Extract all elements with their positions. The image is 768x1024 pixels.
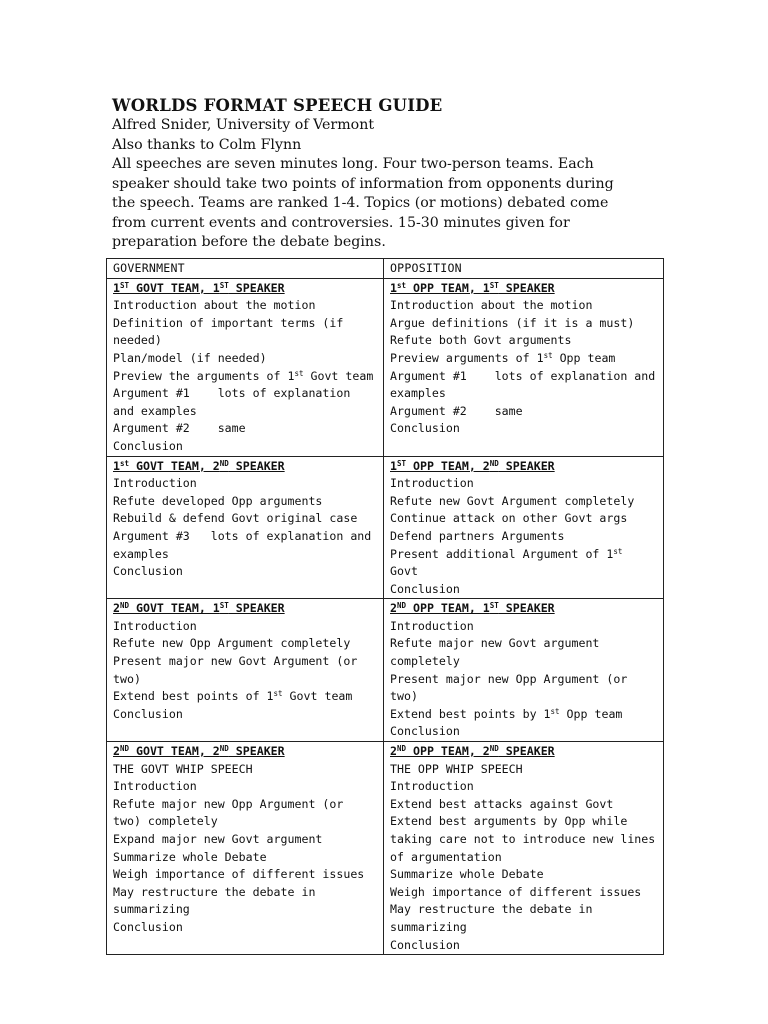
heading-ordinal: ST <box>219 601 229 611</box>
speech-point-text: Refute new Opp Argument completely <box>113 636 351 651</box>
opposition-speaker-heading <box>390 458 657 476</box>
heading-part: OPP TEAM, 2 <box>406 458 490 473</box>
heading-part: SPEAKER <box>498 458 555 473</box>
speech-point-text: Rebuild & defend Govt original case <box>113 511 358 526</box>
heading-part: GOVT TEAM, 1 <box>129 280 220 295</box>
government-speaker-heading <box>113 600 377 618</box>
speech-point <box>113 706 377 724</box>
speech-point-text: Refute new Govt Argument completely <box>390 493 635 508</box>
speech-point-text: Argument #1 lots of explanation and examples <box>113 386 358 418</box>
speech-point-text: Govt <box>390 546 630 579</box>
speech-point <box>390 315 657 333</box>
author-line: Alfred Snider, University of Vermont <box>112 117 375 133</box>
speech-point-text: Conclusion <box>390 724 460 739</box>
heading-ordinal: ND <box>396 601 407 611</box>
speech-point <box>390 866 657 884</box>
speech-point-text: Extend best points by 1 <box>390 706 551 721</box>
speech-point-text: Conclusion <box>113 438 183 453</box>
heading-ordinal: ND <box>489 744 499 754</box>
heading-part: 1 <box>113 458 120 473</box>
government-cell <box>107 456 384 599</box>
document-title: WORLDS FORMAT SPEECH GUIDE <box>112 96 443 115</box>
opposition-speaker-heading <box>390 280 657 298</box>
speech-point-text: Refute developed Opp arguments <box>113 493 323 508</box>
heading-ordinal: ND <box>489 458 499 468</box>
speech-point-text: Plan/model (if needed) <box>113 350 267 365</box>
speech-point <box>390 671 657 706</box>
speech-point-text: Introduction <box>113 476 197 491</box>
heading-part: SPEAKER <box>228 280 285 295</box>
table-row <box>107 742 664 955</box>
heading-part: 2 <box>390 601 397 616</box>
speech-point <box>113 438 377 456</box>
speech-point <box>113 350 377 368</box>
opposition-cell <box>384 278 664 456</box>
speech-point-text: Present major new Opp Argument (or two) <box>390 671 635 704</box>
speech-point-text: Govt team <box>282 689 353 704</box>
speech-point <box>390 618 657 636</box>
speech-point <box>113 510 377 528</box>
speech-point <box>390 475 657 493</box>
heading-part: SPEAKER <box>228 744 285 759</box>
speech-point-text: Definition of important terms (if needed) <box>113 315 351 348</box>
table-header-row <box>107 259 664 279</box>
table-row <box>107 278 664 456</box>
speech-point-text: Govt team <box>303 368 374 383</box>
heading-ordinal: st <box>119 458 130 468</box>
heading-part: 1 <box>390 458 397 473</box>
heading-ordinal: ST <box>219 280 229 290</box>
speech-point <box>113 297 377 315</box>
heading-ordinal: ST <box>396 458 407 468</box>
heading-part: 2 <box>113 744 120 759</box>
heading-part: SPEAKER <box>498 744 555 759</box>
speech-guide-table <box>106 258 664 955</box>
speech-point <box>113 635 377 653</box>
speech-point <box>113 528 377 563</box>
speech-point <box>390 420 657 438</box>
speech-point-text: Conclusion <box>390 581 460 596</box>
speech-point <box>390 493 657 511</box>
speech-point <box>390 581 657 599</box>
speech-point-text: Introduction <box>390 779 474 794</box>
speech-point-text: Preview the arguments of 1 <box>113 368 295 383</box>
speech-point <box>390 813 663 866</box>
speech-point-text: May restructure the debate in summarizing <box>390 902 600 934</box>
speech-point <box>390 297 657 315</box>
speech-point-text: Opp team <box>552 350 616 365</box>
speech-point-text: Conclusion <box>390 937 460 952</box>
speech-point-text: Argument #3 lots of explanation and examples <box>113 528 379 561</box>
heading-ordinal: ND <box>219 458 229 468</box>
speech-point <box>390 332 657 350</box>
heading-part: OPP TEAM, 1 <box>406 280 490 295</box>
heading-part: OPP TEAM, 1 <box>406 601 490 616</box>
speech-point <box>113 385 377 420</box>
speech-point <box>390 350 657 368</box>
heading-part: GOVT TEAM, 2 <box>129 744 220 759</box>
speech-point-text: Argue definitions (if it is a must) <box>390 315 635 330</box>
speech-point-text: Preview arguments of 1 <box>390 350 544 365</box>
speech-point <box>113 653 377 688</box>
speech-point-text: THE OPP WHIP SPEECH <box>390 761 523 776</box>
speech-point-text: Present additional Argument of 1 <box>390 546 614 561</box>
opposition-cell <box>384 456 664 599</box>
thanks-line: Also thanks to Colm Flynn <box>112 136 302 153</box>
heading-part: 2 <box>390 744 397 759</box>
speech-point <box>113 618 377 636</box>
speech-point <box>113 884 377 919</box>
government-speaker-heading <box>113 743 377 761</box>
speech-point-text: Conclusion <box>390 421 460 436</box>
speech-point-text: Extend best attacks against Govt <box>390 796 614 811</box>
speech-point <box>390 778 657 796</box>
speech-point <box>390 901 657 936</box>
speech-point-text: Conclusion <box>113 706 183 721</box>
speech-point <box>113 315 377 350</box>
speech-point-text: May restructure the debate in summarizing <box>113 884 323 917</box>
document-body <box>112 96 664 253</box>
speech-point-text: Refute both Govt arguments <box>390 333 572 348</box>
speech-point-text: Argument #1 lots of explanation and examples <box>390 368 663 401</box>
opposition-column-header: OPPOSITION <box>384 259 664 279</box>
speech-point-text: Conclusion <box>113 919 183 934</box>
speech-point <box>390 528 657 546</box>
heading-part: SPEAKER <box>228 458 285 473</box>
speech-point <box>113 761 377 779</box>
government-speaker-heading <box>113 458 377 476</box>
speech-point-text: Expand major new Govt argument <box>113 832 323 846</box>
speech-point-text: Introduction about the motion <box>390 298 593 313</box>
speech-point <box>390 510 657 528</box>
speech-point-text: Conclusion <box>113 564 183 579</box>
heading-ordinal: ND <box>396 744 407 754</box>
heading-part: GOVT TEAM, 1 <box>129 601 220 616</box>
opposition-cell <box>384 742 664 955</box>
speech-point-text: Introduction <box>390 476 474 491</box>
speech-point-text: Continue attack on other Govt args <box>390 511 628 526</box>
government-column-header: GOVERNMENT <box>107 259 384 279</box>
speech-point <box>390 884 657 902</box>
speech-point <box>113 420 377 438</box>
speech-point-text: Introduction about the motion <box>113 298 316 313</box>
speech-point-text: Argument #2 same <box>113 421 246 436</box>
speech-point <box>113 493 377 511</box>
speech-point <box>390 368 663 403</box>
speech-point-text: Introduction <box>113 618 197 633</box>
speech-point <box>113 368 377 386</box>
speech-point <box>390 403 657 421</box>
speech-point <box>113 563 377 581</box>
speech-point <box>390 796 657 814</box>
speech-point-text: Introduction <box>390 618 474 633</box>
speech-point-text: Extend best arguments by Opp while taking care not to introduce new lines of argumentation <box>390 814 663 864</box>
speech-point-ordinal: st <box>543 350 553 360</box>
heading-part: 2 <box>113 601 120 616</box>
heading-part: OPP TEAM, 2 <box>406 744 490 759</box>
government-speaker-heading <box>113 280 377 298</box>
speech-point-text: Refute major new Opp Argument (or two) completely <box>113 796 351 829</box>
speech-point-text: Defend partners Arguments <box>390 528 565 543</box>
heading-part: SPEAKER <box>498 280 555 295</box>
speech-point <box>390 546 657 581</box>
speech-point <box>113 796 377 831</box>
opposition-speaker-heading <box>390 600 657 618</box>
heading-ordinal: ST <box>489 280 499 290</box>
opposition-cell <box>384 599 664 742</box>
speech-point <box>113 866 377 884</box>
heading-ordinal: ST <box>489 601 499 611</box>
speech-point-ordinal: st <box>613 546 623 556</box>
speech-point <box>113 849 377 867</box>
heading-part: 1 <box>113 280 120 295</box>
heading-ordinal: st <box>396 280 407 290</box>
speech-point-ordinal: st <box>273 689 283 699</box>
heading-ordinal: ND <box>119 601 130 611</box>
speech-point <box>113 778 377 796</box>
government-cell <box>107 278 384 456</box>
heading-ordinal: ND <box>119 744 130 754</box>
heading-ordinal: ST <box>119 280 130 290</box>
speech-point-text: Weigh importance of different issues <box>113 867 365 882</box>
government-cell <box>107 599 384 742</box>
speech-point-text: Summarize whole Debate <box>390 867 544 882</box>
speech-point <box>113 831 377 849</box>
opposition-speaker-heading <box>390 743 657 761</box>
speech-point-text: Weigh importance of different issues <box>390 884 642 899</box>
heading-ordinal: ND <box>219 744 229 754</box>
heading-part: 1 <box>390 280 397 295</box>
speech-point-ordinal: st <box>294 368 304 378</box>
heading-part: SPEAKER <box>498 601 555 616</box>
table-row <box>107 456 664 599</box>
speech-point <box>390 723 657 741</box>
speech-point <box>390 706 657 724</box>
speech-point <box>113 688 377 706</box>
speech-point-text: Summarize whole Debate <box>113 849 267 864</box>
speech-point-text: Refute major new Govt argument completely <box>390 636 607 669</box>
speech-point-text: Extend best points of 1 <box>113 689 274 704</box>
speech-point-text: Opp team <box>559 706 623 721</box>
speech-point-text: THE GOVT WHIP SPEECH <box>113 761 253 776</box>
speech-point <box>390 635 657 670</box>
heading-part: GOVT TEAM, 2 <box>129 458 220 473</box>
speech-point <box>390 937 657 955</box>
speech-point <box>113 475 377 493</box>
heading-part: SPEAKER <box>228 601 285 616</box>
speech-point <box>390 761 657 779</box>
speech-point-text: Introduction <box>113 779 197 794</box>
speech-point-text: Present major new Govt Argument (or two) <box>113 654 365 686</box>
speech-point-ordinal: st <box>550 706 560 716</box>
speech-point-text: Argument #2 same <box>390 403 523 418</box>
speech-point <box>113 919 377 937</box>
intro-paragraph: All speeches are seven minutes long. Four two-person teams. Each speaker should take two points of information from opponents during the speech. Teams are ranked 1-4. Topics (or motions) debated come from current events and controversies. 15-30 minutes given for preparation before the debate begins. <box>112 156 614 250</box>
table-row <box>107 599 664 742</box>
government-cell <box>107 742 384 955</box>
